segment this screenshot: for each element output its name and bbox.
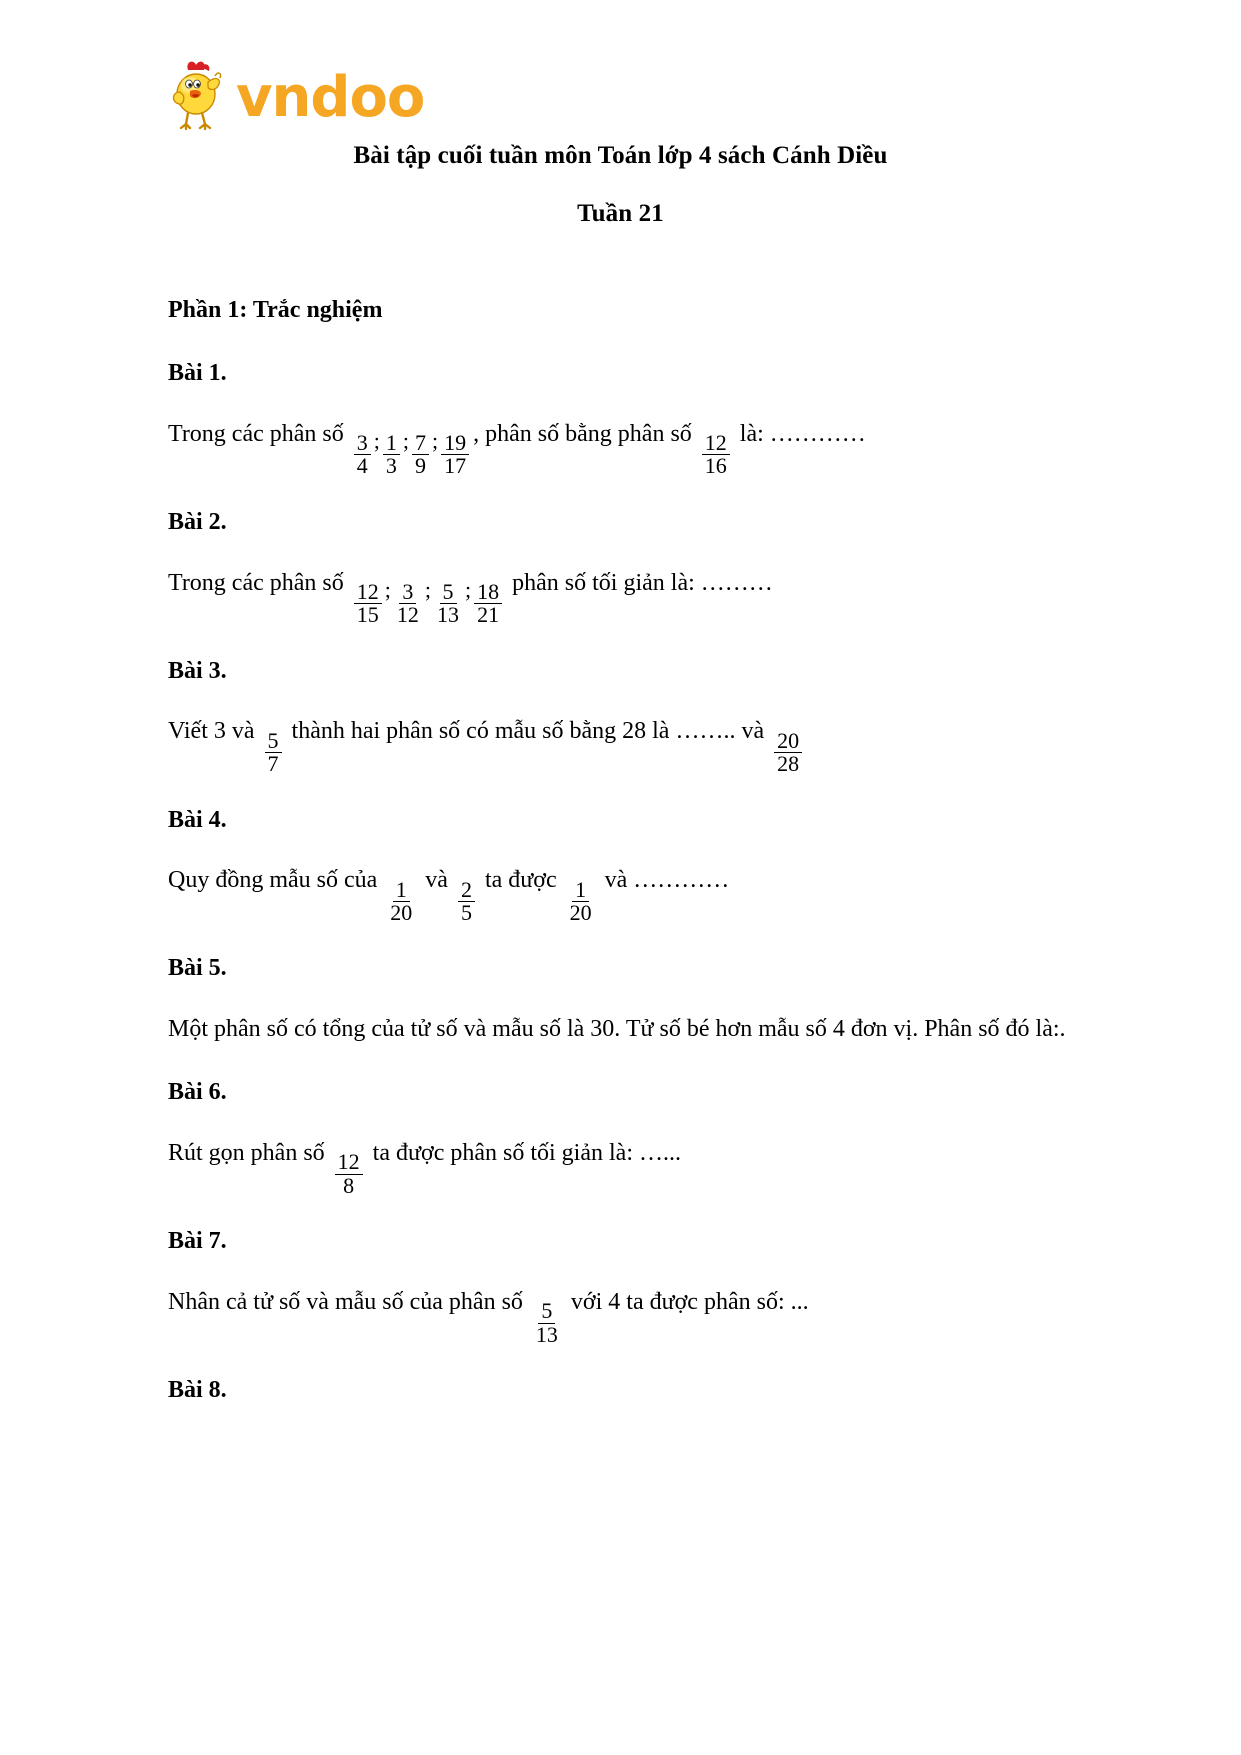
exercise-body-3 xyxy=(168,713,1078,775)
fraction-separator: ; xyxy=(465,576,472,602)
exercise-6-text-after: ta được phân số tối giản là: …... xyxy=(372,1140,681,1167)
fraction: $\frac{20}{28}$ xyxy=(774,730,802,776)
fraction-separator: ; xyxy=(402,427,410,453)
exercise-label-1: Bài 1. xyxy=(168,359,227,386)
fraction-separator: ; xyxy=(373,427,380,453)
exercise-label-8: Bài 8. xyxy=(168,1377,227,1404)
exercise-label-5: Bài 5. xyxy=(168,955,227,982)
chick-mascot-icon xyxy=(168,58,230,132)
fraction: $\frac{1}{20}$ xyxy=(569,876,592,925)
fraction: $\frac{12}{8}$ xyxy=(335,1151,363,1197)
exercise-4-text-mid-2: ta được xyxy=(484,867,557,894)
exercise-label-4: Bài 4. xyxy=(168,806,227,833)
exercise-label-7: Bài 7. xyxy=(168,1228,227,1255)
exercise-body-7 xyxy=(168,1284,1078,1346)
exercise-4-text-after: và ………… xyxy=(604,867,730,894)
exercise-2-text-before: Trong các phân số xyxy=(168,569,344,596)
fraction-separator: ; xyxy=(384,576,391,602)
fraction: $\frac{18}{21}$ xyxy=(474,581,502,627)
fraction: $\frac{7}{9}$ xyxy=(412,432,429,478)
exercise-7-text-after: với 4 ta được phân số: ... xyxy=(570,1289,809,1316)
fraction: $\frac{2}{5}$ xyxy=(458,879,475,925)
exercise-body-5: Một phân số có tổng của tử số và mẫu số là 30. Tử số bé hơn mẫu số 4 đơn vị. Phân số đó là:. xyxy=(168,1016,1066,1043)
exercise-1-text-before: Trong các phân số xyxy=(168,420,344,447)
exercise-2-fraction-list xyxy=(350,565,506,627)
exercise-3-text-before: Viết 3 và xyxy=(168,718,255,745)
exercise-label-6: Bài 6. xyxy=(168,1079,227,1106)
fraction: $\frac{5}{7}$ xyxy=(265,730,282,776)
fraction: $\frac{5}{13}$ xyxy=(535,1298,558,1347)
fraction: $\frac{5}{13}$ xyxy=(437,578,460,628)
exercise-7-text-before: Nhân cả tử số và mẫu số của phân số xyxy=(168,1289,523,1316)
section-heading-part1: Phần 1: Trắc nghiệm xyxy=(168,297,383,323)
fraction: $\frac{19}{17}$ xyxy=(441,432,469,478)
exercise-2-text-after: phân số tối giản là: ……… xyxy=(512,569,773,596)
fraction: $\frac{3}{12}$ xyxy=(396,578,419,628)
exercise-4-text-before: Quy đồng mẫu số của xyxy=(168,867,378,894)
page-subtitle: Tuần 21 xyxy=(577,200,664,227)
exercise-body-2 xyxy=(168,565,1078,627)
document-body xyxy=(168,296,1078,1433)
logo-wordmark: vndoo xyxy=(236,65,425,130)
fraction: $\frac{1}{20}$ xyxy=(390,876,413,925)
fraction-separator: ; xyxy=(424,576,432,602)
site-logo xyxy=(168,56,424,134)
exercise-1-fraction-list xyxy=(350,416,473,478)
fraction-separator: ; xyxy=(432,427,439,453)
exercise-body-1 xyxy=(168,416,1078,478)
fraction: $\frac{12}{16}$ xyxy=(702,432,730,478)
exercise-body-4 xyxy=(168,862,1078,924)
exercise-1-text-after: là: ………… xyxy=(739,420,866,447)
exercise-4-text-mid-1: và xyxy=(425,867,448,894)
exercise-label-2: Bài 2. xyxy=(168,508,227,535)
fraction: $\frac{3}{4}$ xyxy=(354,432,371,478)
exercise-1-text-middle: , phân số bằng phân số xyxy=(473,420,692,447)
exercise-body-6 xyxy=(168,1135,1078,1197)
exercise-3-text-middle: thành hai phân số có mẫu số bằng 28 là …….. và xyxy=(291,718,765,745)
exercise-label-3: Bài 3. xyxy=(168,657,227,684)
page-title: Bài tập cuối tuần môn Toán lớp 4 sách Cánh Diều xyxy=(353,142,888,169)
fraction: $\frac{12}{15}$ xyxy=(354,581,382,627)
fraction: $\frac{1}{3}$ xyxy=(383,432,400,478)
exercise-6-text-before: Rút gọn phân số xyxy=(168,1140,325,1167)
